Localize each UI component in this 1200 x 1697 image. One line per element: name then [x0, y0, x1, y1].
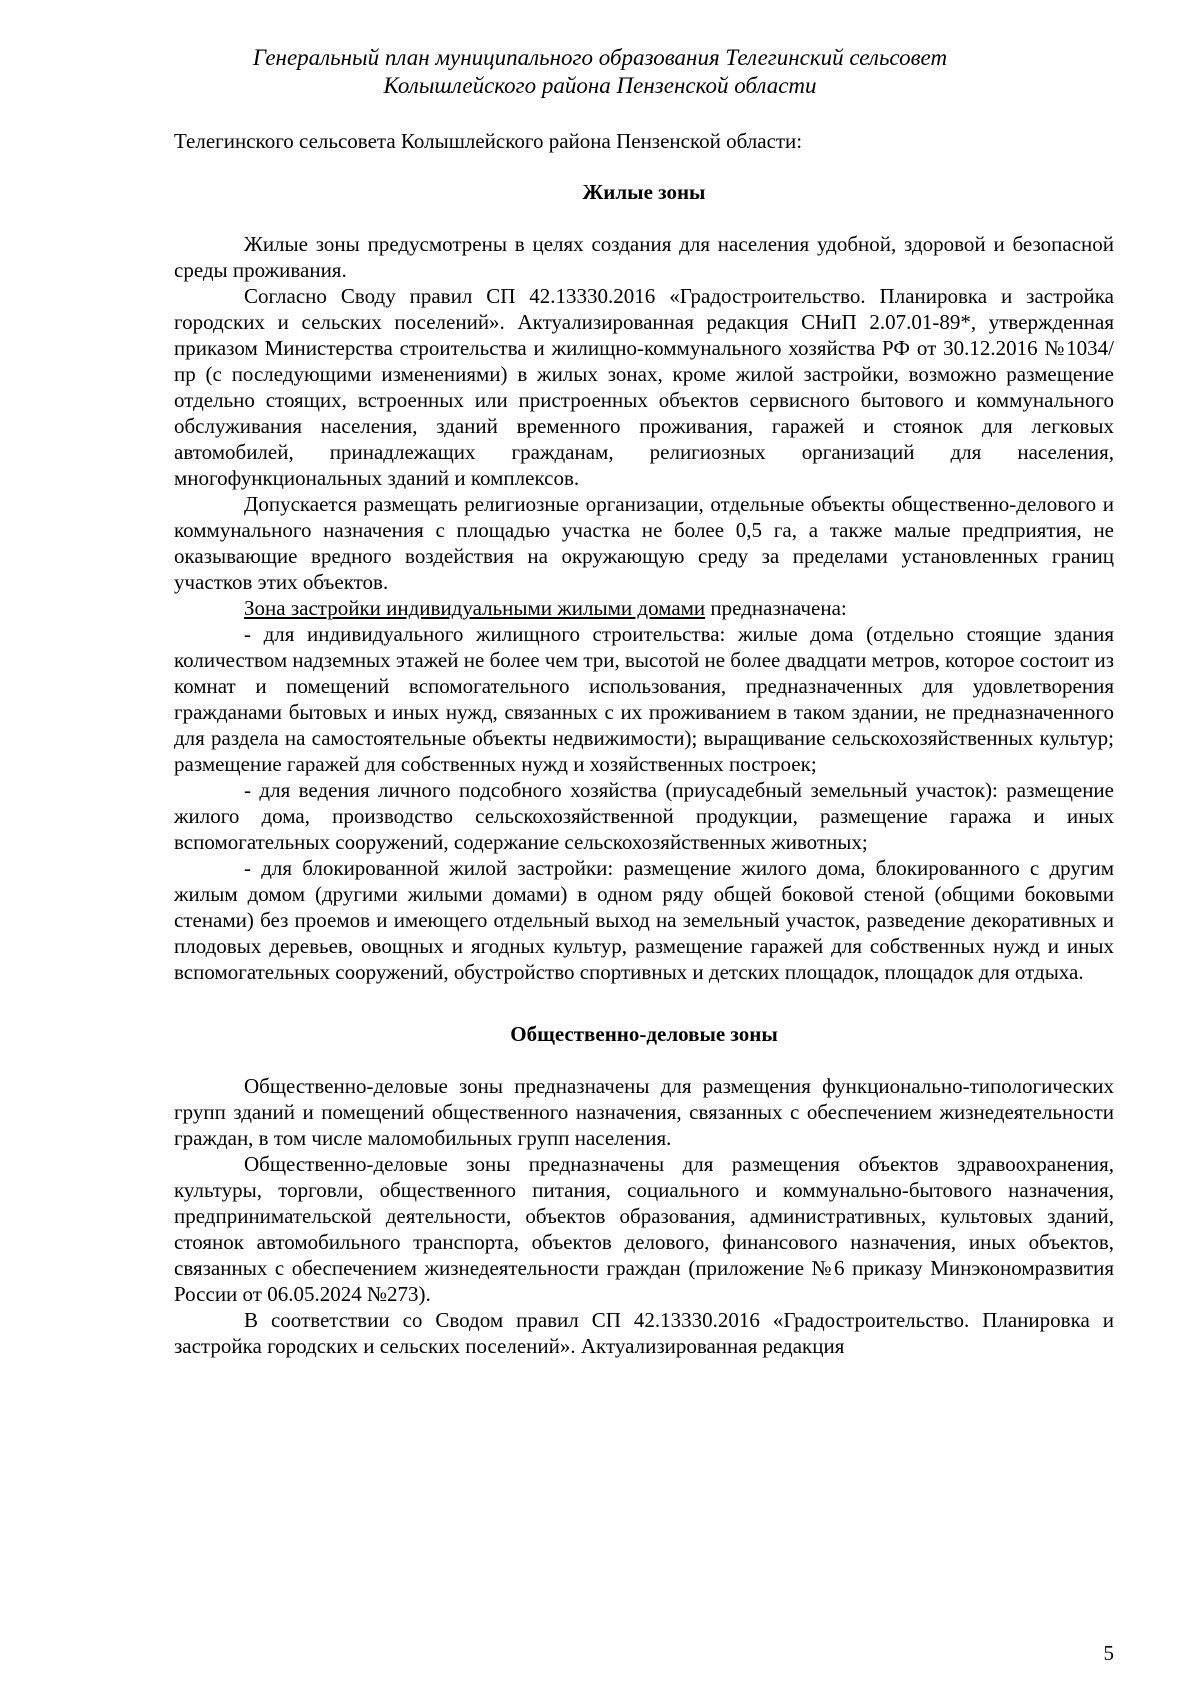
section-heading-residential: Жилые зоны [582, 180, 706, 204]
header-line-2: Колышлейского района Пензенской области [383, 73, 817, 98]
list-item: - для ведения личного подсобного хозяйства (приусадебный земельный участок): размещение жилого дома, производство сельскохозяйственной продукции, размещение гаража и иных вспомогательных сооружений, содержание сельскохозяйственных животных; [174, 778, 1114, 854]
zone-title: Зона застройки индивидуальными жилыми домами [244, 596, 706, 620]
paragraph: Жилые зоны предусмотрены в целях создания для населения удобной, здоровой и безопасной среды проживания. [174, 232, 1114, 282]
spacer [174, 205, 1114, 231]
document-body [174, 128, 1114, 1359]
paragraph: Согласно Своду правил СП 42.13330.2016 «Градостроительство. Планировка и застройка городских и сельских поселений». Актуализированная редакция СНиП 2.07.01-89*, утвержденная приказом Министерства строительства и жилищно-коммунального хозяйства РФ от 30.12.2016 №1034/пр (с последующими изменениями) в жилых зонах, кроме жилой застройки, возможно размещение отдельно стоящих, встроенных или пристроенных объектов сервисного бытового и коммунального обслуживания населения, зданий временного проживания, гаражей и стоянок для легковых автомобилей, принадлежащих гражданам, религиозных организаций для населения, многофункциональных зданий и комплексов. [174, 284, 1114, 490]
paragraph: Общественно-деловые зоны предназначены для размещения объектов здравоохранения, культуры, торговли, общественного питания, социального и коммунально-бытового назначения, предпринимательской деятельности, объектов образования, административных, культовых зданий, стоянок автомобильного транспорта, объектов делового, финансового назначения, иных объектов, связанных с обеспечением жизнедеятельности граждан (приложение №6 приказу Минэкономразвития России от 06.05.2024 №273). [174, 1152, 1114, 1306]
list-item: - для индивидуального жилищного строительства: жилые дома (отдельно стоящие здания количеством надземных этажей не более чем три, высотой не более двадцати метров, которое состоит из комнат и помещений вспомогательного использования, предназначенных для удовлетворения гражданами бытовых и иных нужд, связанных с их проживанием в таком здании, не предназначенного для раздела на самостоятельные объекты недвижимости); выращивание сельскохозяйственных культур; размещение гаражей для собственных нужд и хозяйственных построек; [174, 622, 1114, 776]
section-heading-public: Общественно-деловые зоны [510, 1022, 778, 1046]
spacer [174, 985, 1114, 1021]
page-number: 5 [1103, 1641, 1114, 1665]
header-line-1: Генеральный план муниципального образования Телегинский сельсовет [252, 45, 948, 70]
paragraph: В соответствии со Сводом правил СП 42.13330.2016 «Градостроительство. Планировка и застройка городских и сельских поселений». Актуализированная редакция [174, 1308, 1114, 1358]
paragraph: Допускается размещать религиозные организации, отдельные объекты общественно-делового и коммунального назначения с площадью участка не более 0,5 га, а также малые предприятия, не оказывающие вредного воздействия на окружающую среду за пределами установленных границ участков этих объектов. [174, 492, 1114, 594]
zone-paragraph [174, 595, 1114, 621]
paragraph: Общественно-деловые зоны предназначены для размещения функционально-типологических групп зданий и помещений общественного назначения, связанных с обеспечением жизнедеятельности граждан, в том числе маломобильных групп населения. [174, 1074, 1114, 1150]
intro-line: Телегинского сельсовета Колышлейского района Пензенской области: [174, 129, 803, 153]
list-item: - для блокированной жилой застройки: размещение жилого дома, блокированного с другим жилым домом (другими жилыми домами) в одном ряду общей боковой стеной (общими боковыми стенами) без проемов и имеющего отдельный выход на земельный участок, разведение декоративных и плодовых деревьев, овощных и ягодных культур, размещение гаражей для собственных нужд и иных вспомогательных сооружений, обустройство спортивных и детских площадок, площадок для отдыха. [174, 856, 1114, 984]
zone-suffix: предназначена: [705, 596, 847, 620]
page-header [0, 44, 1200, 100]
spacer [174, 154, 1114, 179]
spacer [174, 1047, 1114, 1073]
